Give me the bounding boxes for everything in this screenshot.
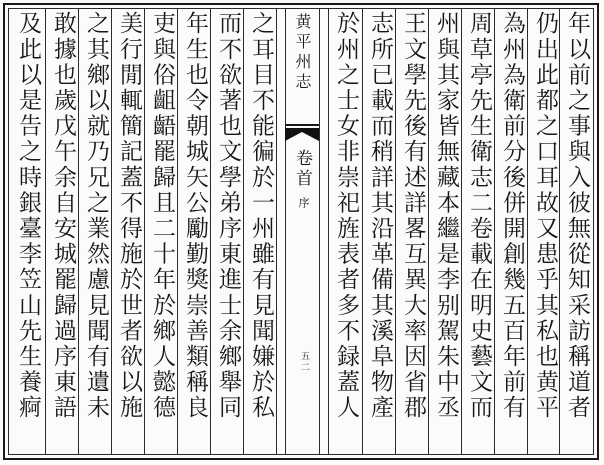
column-text: 而不欲著也文學弟序東進士余鄉舉同 bbox=[215, 11, 241, 421]
column-divider bbox=[362, 9, 363, 454]
column-divider bbox=[527, 9, 528, 454]
column-text: 美行閒輒簡記蓋不得施於世者欲以施 bbox=[116, 11, 142, 421]
text-column-11 bbox=[179, 9, 210, 454]
text-column-2 bbox=[529, 9, 560, 454]
column-text: 周草亭先生衛志二卷載在明史藝文而 bbox=[466, 11, 492, 421]
page-number: 五二 bbox=[299, 351, 309, 373]
text-column-14 bbox=[80, 9, 111, 454]
book-title: 黄平州志 bbox=[293, 13, 312, 93]
column-divider bbox=[395, 9, 396, 454]
center-block bbox=[285, 9, 319, 454]
column-divider bbox=[177, 9, 178, 454]
text-column-5 bbox=[430, 9, 461, 454]
column-divider bbox=[111, 9, 112, 454]
text-column-13 bbox=[113, 9, 144, 454]
text-column-7 bbox=[364, 9, 395, 454]
column-divider bbox=[45, 9, 46, 454]
column-text: 志所已載而稍詳其沿革備其溪阜物產 bbox=[367, 11, 393, 421]
column-text: 之其鄉以就乃兄之業然慮見聞有遺未 bbox=[83, 11, 109, 421]
center-block-border bbox=[319, 9, 320, 454]
text-column-16 bbox=[12, 9, 43, 454]
column-text: 年生也令朝城矢公勵勤獎崇善類稱良 bbox=[182, 11, 208, 421]
text-column-1 bbox=[561, 9, 592, 454]
text-column-9 bbox=[245, 9, 276, 454]
text-column-3 bbox=[496, 9, 527, 454]
column-divider bbox=[78, 9, 79, 454]
column-divider bbox=[210, 9, 211, 454]
column-text: 王文學先後有述詳畧互異大率因省郡 bbox=[400, 11, 426, 421]
column-divider bbox=[428, 9, 429, 454]
column-divider bbox=[243, 9, 244, 454]
text-column-6 bbox=[397, 9, 428, 454]
text-column-8 bbox=[330, 9, 361, 454]
column-text: 於州之士女非崇祀旌表者多不録蓋人 bbox=[333, 11, 359, 421]
column-divider bbox=[276, 9, 277, 454]
text-column-4 bbox=[463, 9, 494, 454]
column-divider bbox=[494, 9, 495, 454]
column-text: 敢據也歲戊午余自安城罷歸過序東語 bbox=[50, 11, 76, 421]
column-text: 吏與俗齟齬罷歸且二十年於鄉人懿德 bbox=[149, 11, 175, 421]
volume-label: 卷首 bbox=[292, 149, 312, 189]
column-text: 年以前之事與入彼無從知采訪稱道者 bbox=[564, 11, 590, 421]
column-divider bbox=[328, 9, 329, 454]
column-divider bbox=[461, 9, 462, 454]
column-text: 之耳目不能徧於一州雖有見聞嫌於私 bbox=[248, 11, 274, 421]
column-text: 州與其家皆無藏本繼是李别駕朱中丞 bbox=[433, 11, 459, 421]
column-text: 及此以是告之時銀臺李笠山先生養痾 bbox=[15, 11, 41, 421]
text-column-15 bbox=[47, 9, 78, 454]
fish-tail-ornament-icon bbox=[285, 121, 319, 145]
text-column-12 bbox=[146, 9, 177, 454]
section-label: 序 bbox=[297, 197, 310, 208]
text-column-10 bbox=[212, 9, 243, 454]
column-text: 仍出此都之口耳故又患乎其私也黄平 bbox=[532, 11, 558, 421]
column-text: 為州為衛前分後併開創幾五百年前有 bbox=[499, 11, 525, 421]
column-divider bbox=[144, 9, 145, 454]
